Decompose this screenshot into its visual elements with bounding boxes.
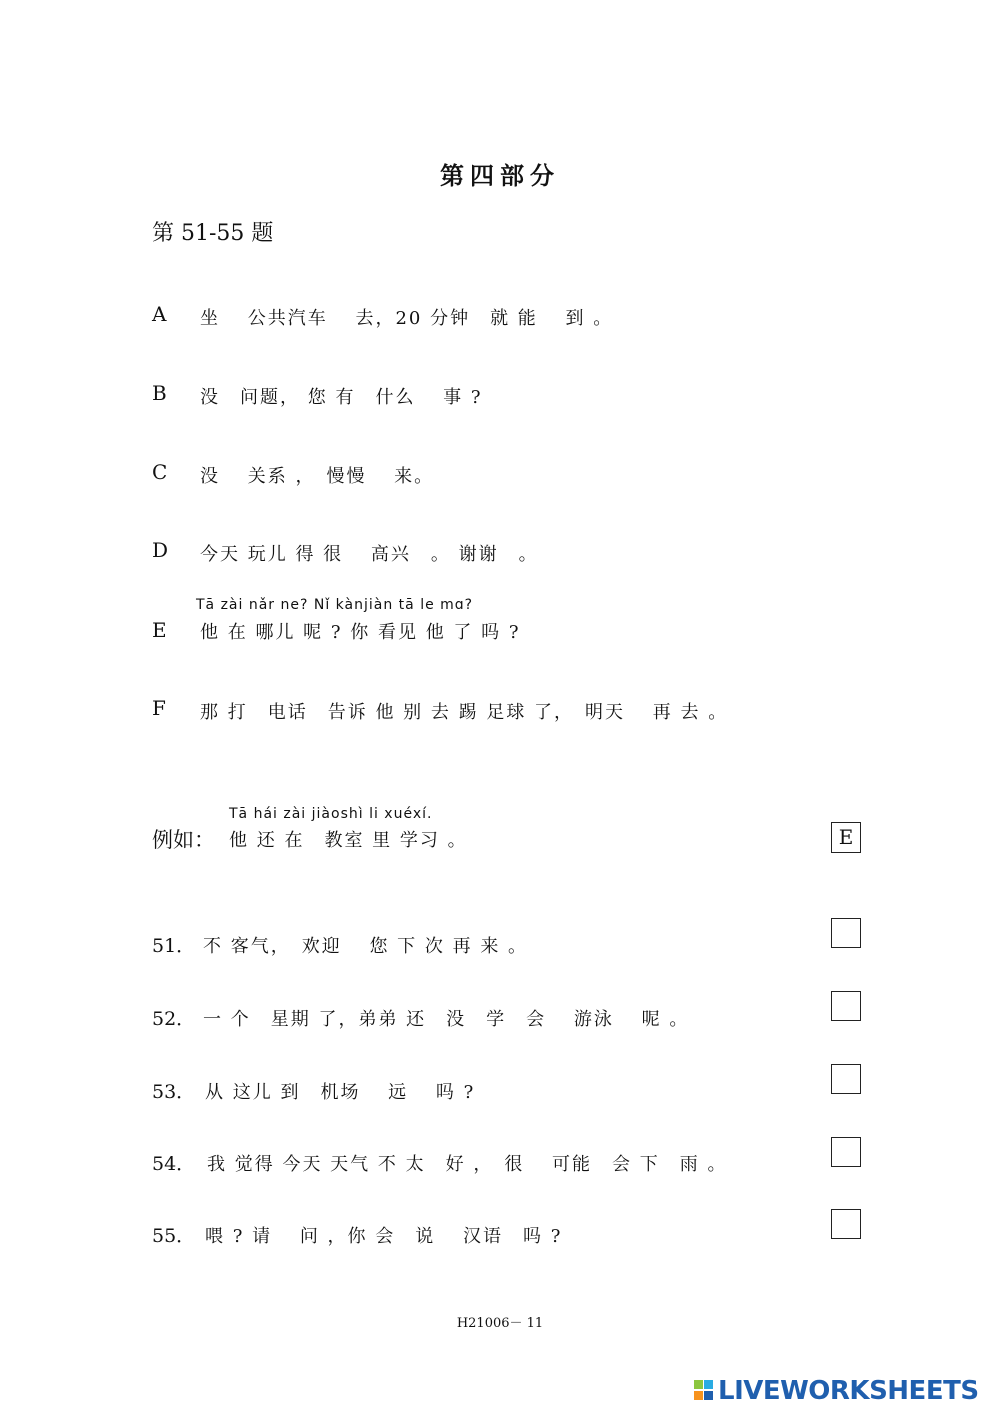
question-text-52: 一 个 星期 了，弟弟 还 没 学 会 游泳 呢 。 [203, 1009, 690, 1030]
question-text-53: 从 这儿 到 机场 远 吗 ? [205, 1082, 476, 1103]
option-letter-f: F [152, 696, 166, 720]
question-number-51: 51． [152, 935, 196, 957]
option-letter-b: B [152, 381, 167, 405]
question-text-51: 不 客气， 欢迎 您 下 次 再 来 。 [203, 936, 529, 957]
option-text-c: 没 关系 ， 慢慢 来。 [200, 466, 435, 487]
liveworksheets-logo[interactable]: LIVEWORKSHEETS [718, 1376, 979, 1406]
answer-box-55[interactable] [831, 1209, 861, 1239]
answer-box-51[interactable] [831, 918, 861, 948]
option-text-b: 没 问题， 您 有 什么 事 ? [200, 387, 483, 408]
example-pinyin: Tā hái zài jiàoshì li xuéxí. [229, 806, 433, 822]
question-number-55: 55． [152, 1225, 196, 1247]
example-text: 他 还 在 教室 里 学习 。 [229, 830, 468, 851]
question-text-55: 喂 ? 请 问 ，你 会 说 汉语 吗 ? [205, 1226, 563, 1247]
page-code: H21006－ 11 [456, 1316, 544, 1331]
example-label: 例如： [152, 828, 215, 852]
option-text-a: 坐 公共汽车 去，20 分钟 就 能 到 。 [200, 308, 614, 329]
option-pinyin-e: Tā zài nǎr ne? Nǐ kànjiàn tā le mɑ? [196, 597, 474, 613]
option-letter-d: D [152, 538, 169, 562]
question-range: 第 51-55 题 [152, 221, 274, 246]
option-text-d: 今天 玩儿 得 很 高兴 。 谢谢 。 [200, 544, 539, 565]
answer-box-53[interactable] [831, 1064, 861, 1094]
option-text-f: 那 打 电话 告诉 他 别 去 踢 足球 了， 明天 再 去 。 [200, 702, 729, 723]
option-letter-c: C [152, 460, 168, 484]
example-answer-box: E [831, 822, 861, 853]
answer-box-52[interactable] [831, 991, 861, 1021]
option-letter-a: A [152, 302, 167, 326]
answer-box-54[interactable] [831, 1137, 861, 1167]
option-text-e: 他 在 哪儿 呢 ? 你 看见 他 了 吗 ? [200, 622, 521, 643]
option-letter-e: E [152, 618, 167, 642]
question-number-52: 52． [152, 1008, 196, 1030]
question-number-53: 53． [152, 1081, 196, 1103]
section-title: 第四部分 [440, 161, 560, 190]
question-text-54: 我 觉得 今天 天气 不 太 好 ， 很 可能 会 下 雨 。 [207, 1154, 728, 1175]
liveworksheets-logo-icon [694, 1378, 714, 1402]
question-number-54: 54． [152, 1153, 196, 1175]
